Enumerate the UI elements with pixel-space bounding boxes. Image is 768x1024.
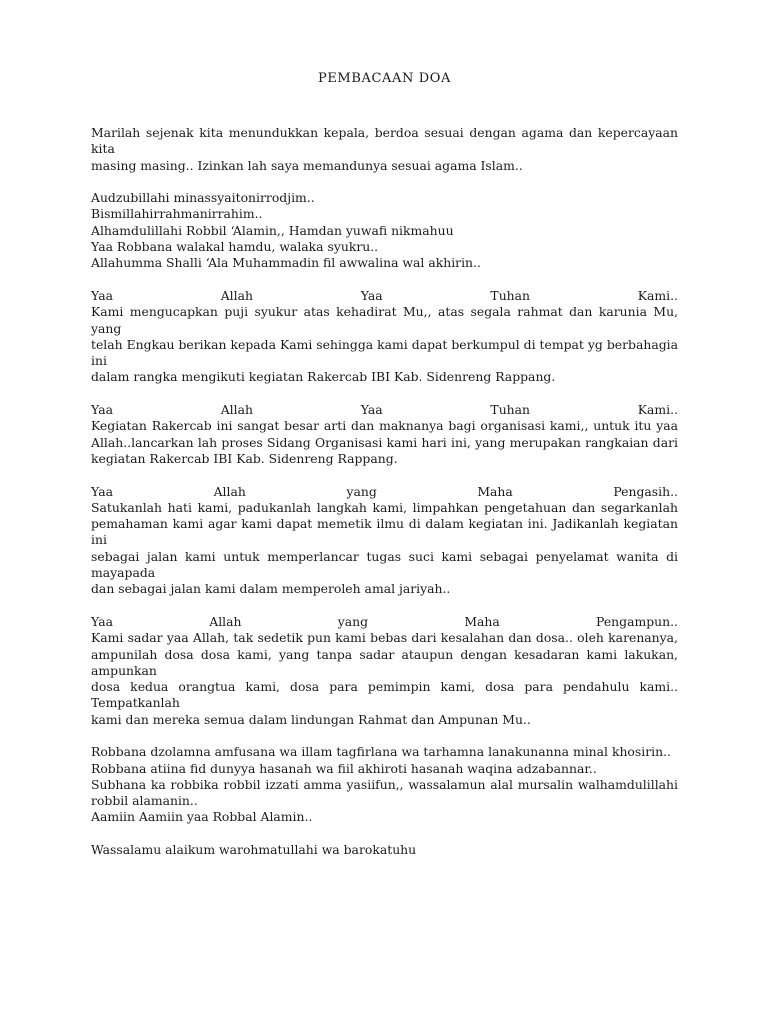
text-line: telah Engkau berikan kepada Kami sehingga kami dapat berkumpul di tempat yg berbahagia ini <box>91 336 678 369</box>
text-line: kegiatan Rakercab IBI Kab. Sidenreng Rappang. <box>91 450 398 466</box>
text-line: dosa kedua orangtua kami, dosa para pemimpin kami, dosa para pendahulu kami.. Tempatkanlah <box>91 679 678 711</box>
document-title: PEMBACAAN DOA <box>318 71 451 86</box>
text-line: Yaa Allah yang Maha Pengampun.. <box>91 613 678 629</box>
text-line: Audzubillahi minassyaitonirrodjim.. <box>91 190 315 206</box>
compassion-paragraph <box>91 484 678 598</box>
text-line: Yaa Allah Yaa Tuhan Kami.. <box>91 287 678 303</box>
forgiveness-paragraph <box>91 614 678 728</box>
gratitude-paragraph <box>91 288 678 386</box>
text-line: Robbana atiina fid dunyya hasanah wa fiil akhiroti hasanah waqina adzabannar.. <box>91 760 597 776</box>
text-line: Satukanlah hati kami, padukanlah langkah kami, limpahkan pengetahuan dan segarkanlah <box>91 499 678 515</box>
text-line: sebagai jalan kami untuk memperlancar tugas suci kami sebagai penyelamat wanita di mayapada <box>91 548 678 581</box>
text-line: masing masing.. Izinkan lah saya memandunya sesuai agama Islam.. <box>91 157 523 173</box>
text-line: kami dan mereka semua dalam lindungan Rahmat dan Ampunan Mu.. <box>91 711 531 727</box>
text-line: Marilah sejenak kita menundukkan kepala, berdoa sesuai dengan agama dan kepercayaan kita <box>91 125 678 157</box>
salutation-paragraph <box>91 842 678 858</box>
text-line: Allah..lancarkan lah proses Sidang Organisasi kami hari ini, yang merupakan rangkaian dari <box>91 434 678 450</box>
opening-paragraph <box>91 125 678 174</box>
text-line: Wassalamu alaikum warohmatullahi wa barokatuhu <box>91 842 417 858</box>
document-page <box>91 70 678 875</box>
text-line: Allahumma Shalli ‘Ala Muhammadin fil awwalina wal akhirin.. <box>91 255 481 271</box>
text-line: ampunilah dosa dosa kami, yang tanpa sadar ataupun dengan kesadaran kami lakukan, ampunkan <box>91 646 678 678</box>
activity-paragraph <box>91 402 678 467</box>
text-line: Kami mengucapkan puji syukur atas kehadirat Mu,, atas segala rahmat dan karunia Mu, yang <box>91 304 678 336</box>
text-line: pemahaman kami agar kami dapat memetik ilmu di dalam kegiatan ini. Jadikanlah kegiatan ini <box>91 516 678 548</box>
text-line: Bismillahirrahmanirrahim.. <box>91 206 263 222</box>
text-line: Yaa Allah Yaa Tuhan Kami.. <box>91 402 678 418</box>
opening-prayer-paragraph <box>91 190 678 271</box>
text-line: Alhamdulillahi Robbil ‘Alamin,, Hamdan yuwafi nikmahuu <box>91 222 454 238</box>
text-line: dan sebagai jalan kami dalam memperoleh amal jariyah.. <box>91 581 451 597</box>
text-line: Robbana dzolamna amfusana wa illam tagfirlana wa tarhamna lanakunanna minal khosirin.. <box>91 744 671 760</box>
text-line: Kegiatan Rakercab ini sangat besar arti dan maknanya bagi organisasi kami,, untuk itu yaa <box>91 418 678 434</box>
text-line: Yaa Allah yang Maha Pengasih.. <box>91 483 678 499</box>
text-line: Kami sadar yaa Allah, tak sedetik pun kami bebas dari kesalahan dan dosa.. oleh karenanya, <box>91 630 678 646</box>
text-line: robbil alamanin.. <box>91 793 198 809</box>
text-line: dalam rangka mengikuti kegiatan Rakercab IBI Kab. Sidenreng Rappang. <box>91 369 556 385</box>
text-line: Aamiin Aamiin yaa Robbal Alamin.. <box>91 809 313 825</box>
closing-prayer-paragraph <box>91 744 678 825</box>
text-line: Yaa Robbana walakal hamdu, walaka syukru.. <box>91 239 379 255</box>
text-line: Subhana ka robbika robbil izzati amma yasiifun,, wassalamun alal mursalin walhamdulillahi <box>91 776 678 792</box>
